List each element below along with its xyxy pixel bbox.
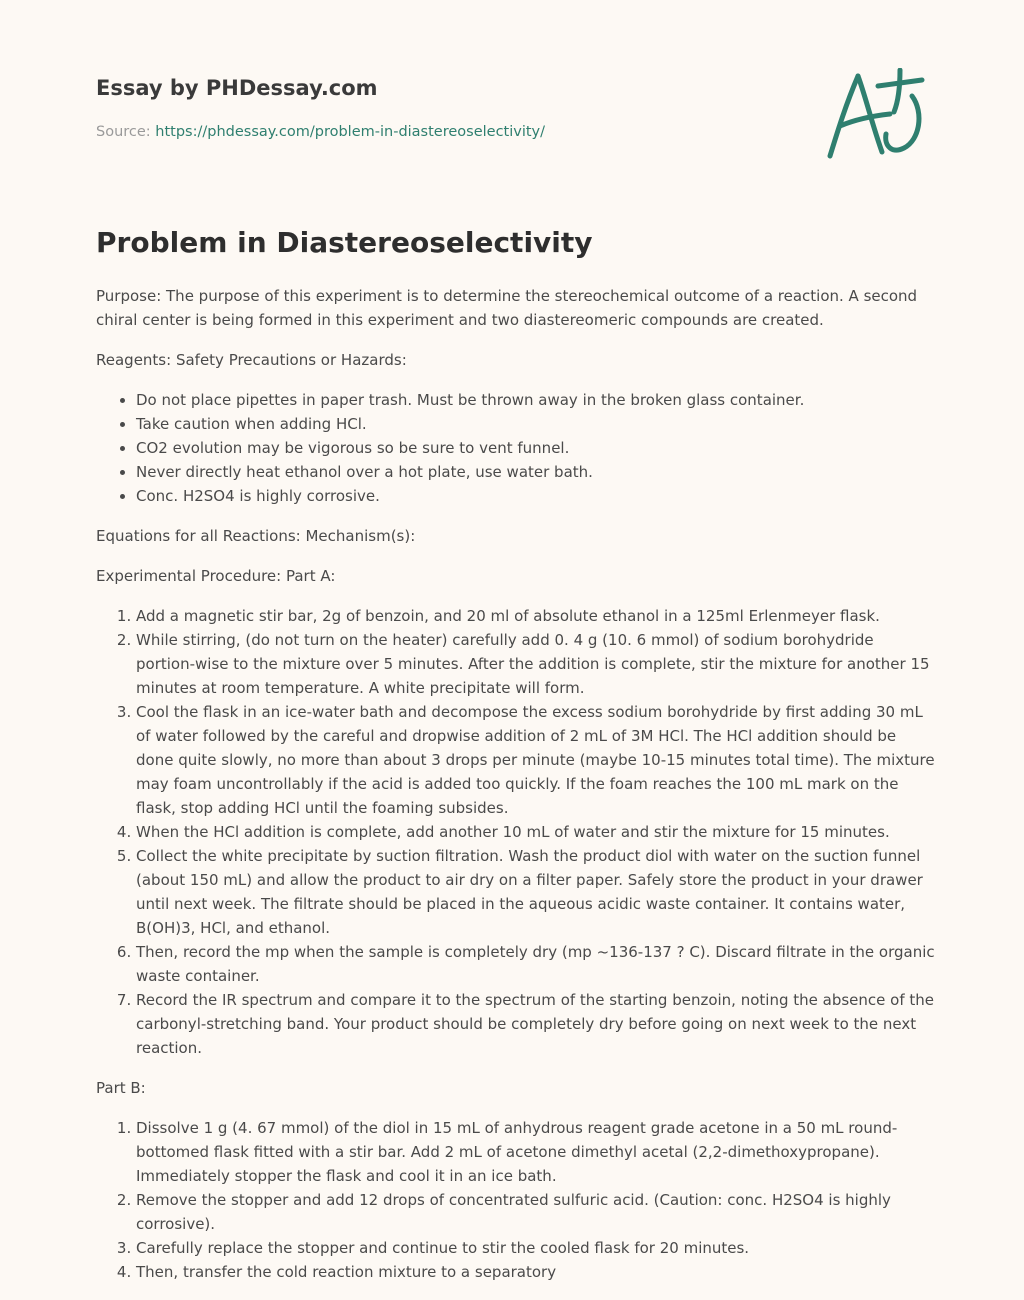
list-item: 7. Record the IR spectrum and compare it to the spectrum of the starting benzoin, noting the absence of the carbonyl-stretching band. Your product should be completely dry before going on next week to the next reaction.: [136, 988, 936, 1060]
equations-heading: Equations for all Reactions: Mechanism(s):: [96, 527, 416, 545]
list-item: 6. Then, record the mp when the sample is completely dry (mp ~136-137 ? C). Discard filtrate in the organic waste container.: [136, 940, 936, 988]
list-item: 1. Dissolve 1 g (4. 67 mmol) of the diol in 15 mL of anhydrous reagent grade acetone in a 50 mL round-bottomed flask fitted with a stir bar. Add 2 mL of acetone dimethyl acetal (2,2-dimethoxypropane). Immediately stopper the flask and cool it in an ice bath.: [136, 1116, 936, 1188]
list-item: • Take caution when adding HCl.: [136, 412, 936, 436]
part-b-heading: Part B:: [96, 1079, 146, 1097]
a-plus-logo-icon: [824, 68, 928, 164]
safety-list: [96, 388, 936, 508]
list-item: • CO2 evolution may be vigorous so be sure to vent funnel.: [136, 436, 936, 460]
page-header: [96, 72, 928, 172]
list-item: • Never directly heat ethanol over a hot plate, use water bath.: [136, 460, 936, 484]
purpose-paragraph: Purpose: The purpose of this experiment is to determine the stereochemical outcome of a reaction. A second chiral center is being formed in this experiment and two diastereomeric compounds are created.: [96, 287, 918, 329]
list-item: 3. Cool the flask in an ice-water bath and decompose the excess sodium borohydride by first adding 30 mL of water followed by the careful and dropwise addition of 2 mL of 3M HCl. The HCl addition should be done quite slowly, no more than about 3 drops per minute (maybe 10-15 minutes total time). The mixture may foam uncontrollably if the acid is added too quickly. If the foam reaches the 100 mL mark on the flask, stop adding HCl until the foaming subsides.: [136, 700, 936, 820]
site-title: Essay by PHDessay.com: [96, 76, 378, 100]
list-item: 4. When the HCl addition is complete, add another 10 mL of water and stir the mixture for 15 minutes.: [136, 820, 936, 844]
list-item: • Do not place pipettes in paper trash. Must be thrown away in the broken glass container.: [136, 388, 936, 412]
part-a-heading: Experimental Procedure: Part A:: [96, 567, 336, 585]
page-title: Problem in Diastereoselectivity: [96, 226, 593, 259]
list-item: • Conc. H2SO4 is highly corrosive.: [136, 484, 936, 508]
essay-body: [96, 284, 936, 1300]
list-item: 2. While stirring, (do not turn on the heater) carefully add 0. 4 g (10. 6 mmol) of sodium borohydride portion-wise to the mixture over 5 minutes. After the addition is complete, stir the mixture for another 15 minutes at room temperature. A white precipitate will form.: [136, 628, 936, 700]
list-item: 2. Remove the stopper and add 12 drops of concentrated sulfuric acid. (Caution: conc. H2SO4 is highly corrosive).: [136, 1188, 936, 1236]
reagents-heading: Reagents: Safety Precautions or Hazards:: [96, 351, 407, 369]
part-b-steps: [96, 1116, 936, 1284]
list-item: 1. Add a magnetic stir bar, 2g of benzoin, and 20 ml of absolute ethanol in a 125ml Erlenmeyer flask.: [136, 604, 936, 628]
source-label: Source:: [96, 124, 156, 140]
source-link[interactable]: https://phdessay.com/problem-in-diastereoselectivity/: [155, 124, 546, 140]
list-item: 5. Collect the white precipitate by suction filtration. Wash the product diol with water on the suction funnel (about 150 mL) and allow the product to air dry on a filter paper. Safely store the product in your drawer until next week. The filtrate should be placed in the aqueous acidic waste container. It contains water, B(OH)3, HCl, and ethanol.: [136, 844, 936, 940]
list-item: 4. Then, transfer the cold reaction mixture to a separatory: [136, 1260, 936, 1284]
list-item: 3. Carefully replace the stopper and continue to stir the cooled flask for 20 minutes.: [136, 1236, 936, 1260]
source-line: [96, 124, 545, 140]
part-a-steps: [96, 604, 936, 1060]
